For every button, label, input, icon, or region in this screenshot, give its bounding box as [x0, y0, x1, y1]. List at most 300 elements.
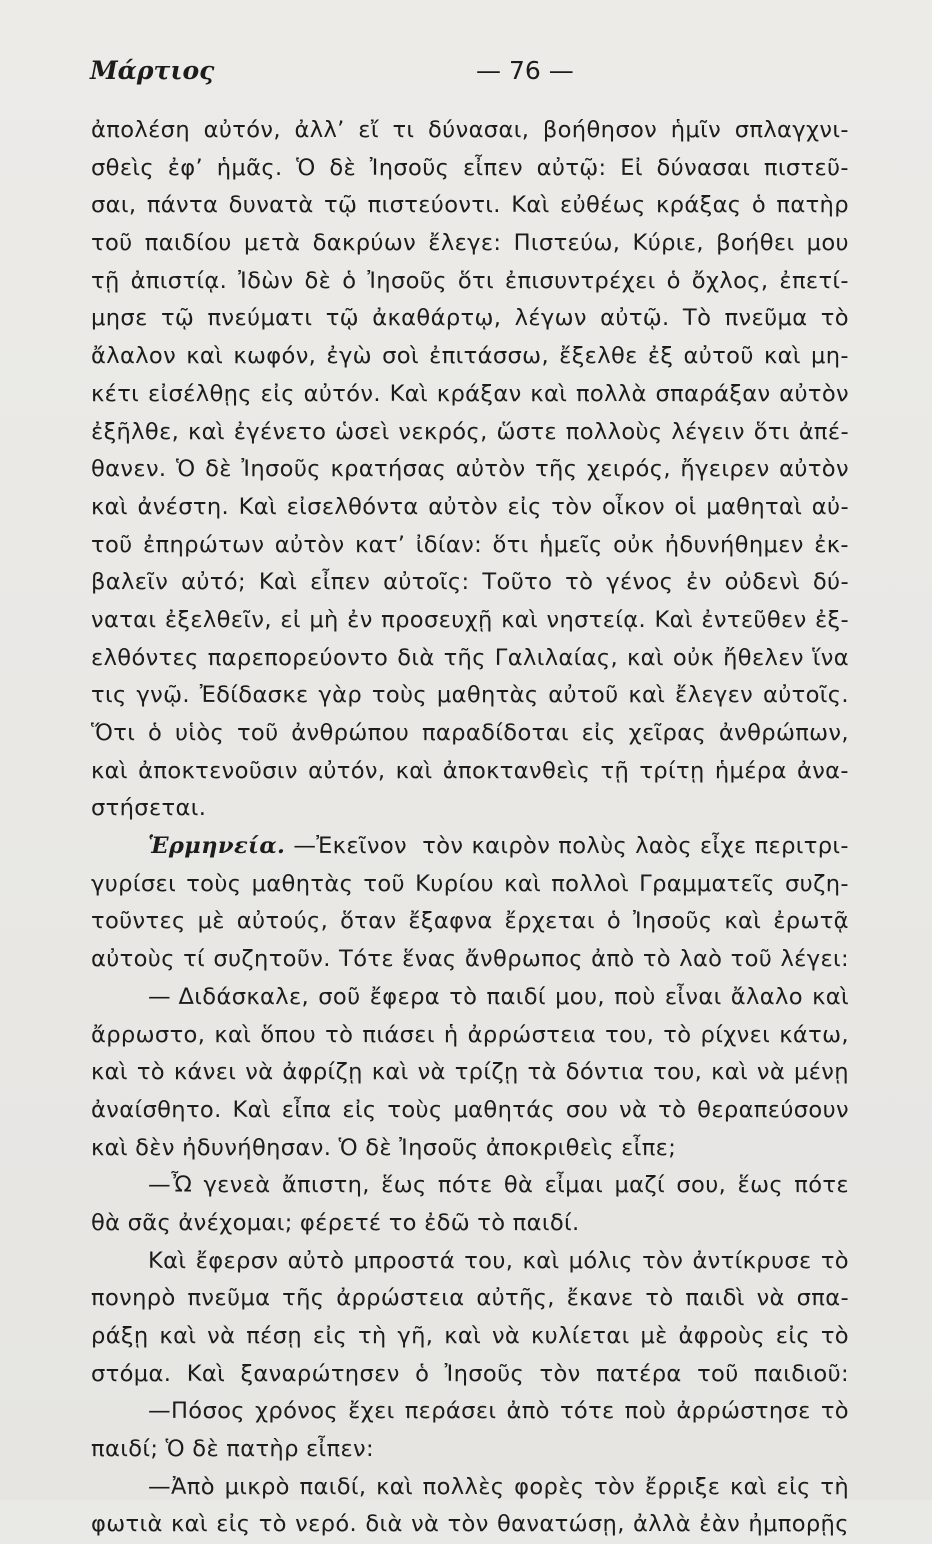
- word: τῆς: [282, 1285, 325, 1312]
- word: ἀνθρώπου: [291, 720, 410, 746]
- word: ἀπέ-: [798, 418, 849, 445]
- word: καὶ: [371, 1059, 409, 1086]
- word: νερό.: [295, 1511, 358, 1538]
- word: ἀπολέση: [91, 117, 190, 143]
- word: εἰς: [581, 720, 616, 746]
- word: του,: [653, 1059, 703, 1086]
- word: βαλεῖν: [91, 569, 169, 596]
- text-line: [91, 828, 849, 866]
- word: χρόνος: [255, 1398, 339, 1425]
- text-line: [91, 187, 849, 225]
- word: πνεῦμα: [187, 1285, 271, 1312]
- word: ναται: [91, 606, 157, 633]
- word: Ὁ: [296, 154, 316, 181]
- word: τὸν: [539, 1360, 581, 1387]
- word: γενεὰ: [203, 1172, 271, 1199]
- word: τῷ: [324, 192, 358, 219]
- word: ἕως: [737, 1172, 783, 1199]
- word: ὅτι: [753, 418, 790, 445]
- word: κυλίεται: [531, 1323, 630, 1349]
- word: εἶχε: [699, 833, 747, 860]
- word: υἱὸς: [174, 720, 225, 746]
- text-line: [91, 602, 849, 640]
- word: εἰ: [280, 606, 301, 633]
- word: μετὰ: [243, 230, 301, 257]
- word: οὐκ: [613, 531, 655, 558]
- word: ἐξ-: [814, 606, 849, 633]
- word: Πιστεύω,: [513, 230, 621, 257]
- text-line: [91, 1167, 849, 1205]
- word: ἄλαλο: [730, 983, 803, 1010]
- word: διὰ: [365, 1511, 403, 1538]
- word: του,: [605, 1021, 655, 1048]
- word: παραδίδοται: [421, 720, 569, 746]
- word: καὶ: [628, 682, 666, 709]
- word: γένος: [606, 569, 674, 596]
- word: Τὸ: [682, 305, 712, 332]
- word: σπλαγχνι-: [734, 117, 849, 143]
- word: τότε: [559, 1398, 615, 1425]
- word: καὶ: [376, 1473, 413, 1500]
- word: οὐκ: [672, 644, 715, 671]
- word: ὅτι: [492, 531, 529, 558]
- word: ἔξελθε: [559, 343, 638, 370]
- word: δὲ: [329, 154, 357, 181]
- text-line: [91, 1393, 849, 1431]
- word: αὐτούς,: [236, 908, 329, 935]
- word: θανατώσῃ,: [497, 1511, 625, 1538]
- word: ὥστε: [496, 418, 557, 445]
- word: ποὺ: [614, 983, 656, 1010]
- word: ἰδίαν:: [415, 531, 483, 558]
- word: μου: [806, 230, 849, 257]
- word: κάτω,: [779, 1021, 849, 1048]
- word: πονηρὸ: [91, 1285, 176, 1312]
- word: ἀπὸ: [591, 946, 635, 973]
- word: δὲ: [304, 267, 332, 294]
- word: αὐτόν,: [203, 117, 281, 143]
- word: ἐκ-: [814, 531, 849, 558]
- word: ἵνα: [812, 644, 849, 671]
- word: ἀπιστίᾳ.: [130, 267, 228, 294]
- word: εἶπεν:: [305, 1436, 374, 1463]
- word: θὰ: [91, 1209, 121, 1236]
- word: εὐθέως: [560, 192, 646, 219]
- word: πέσῃ: [246, 1323, 303, 1349]
- word: αὐτῷ:: [536, 154, 607, 181]
- word: ἀνα-: [796, 757, 849, 784]
- word: οὐδενὶ: [724, 569, 800, 596]
- word: νηστείᾳ.: [546, 606, 647, 633]
- text-line: [91, 941, 849, 979]
- word: ἔκανε: [566, 1285, 634, 1312]
- word: ελθόντες: [91, 644, 199, 671]
- word: ρίχνει: [700, 1021, 771, 1048]
- word: ἀνέχομαι;: [178, 1209, 293, 1236]
- word: πνεύματι: [207, 305, 313, 332]
- word: καὶ: [530, 380, 568, 407]
- word: νὰ: [417, 1059, 446, 1086]
- word: τοῦ: [91, 230, 133, 257]
- word: ἐπισυντρέχει: [504, 267, 656, 294]
- word: ἕως: [381, 1172, 427, 1199]
- word: γυρίσει: [91, 870, 177, 897]
- word: νὰ: [491, 1323, 521, 1349]
- word: το: [388, 1209, 417, 1236]
- word: δὲ: [205, 456, 232, 483]
- word: πιάσει: [362, 1021, 435, 1048]
- text-line: [91, 376, 849, 414]
- word: τοὺς: [186, 870, 242, 897]
- text-line: [91, 1356, 849, 1394]
- word: μὲ: [197, 908, 225, 935]
- word: ἀρρώστησε: [676, 1398, 811, 1425]
- word: τὸ: [642, 946, 671, 973]
- word: τὸ: [658, 1096, 687, 1123]
- text-line: [91, 866, 849, 904]
- word: του,: [464, 1247, 514, 1274]
- text-line: [91, 1092, 849, 1130]
- word: ὅπου: [260, 1021, 317, 1048]
- word: αὐτοῖς.: [762, 682, 849, 709]
- word: τὸ: [565, 569, 594, 596]
- word: Καὶ: [186, 1360, 226, 1387]
- word: εἰς: [260, 380, 295, 407]
- text-line: [91, 527, 849, 565]
- word: ἡμέρα: [714, 757, 787, 784]
- word: ὁ: [751, 192, 766, 219]
- text-line: [91, 715, 849, 753]
- word: εἰς: [342, 1096, 377, 1123]
- word: ὁ: [666, 267, 681, 294]
- word: τὸ: [645, 1285, 674, 1312]
- word: σαι,: [91, 192, 137, 219]
- text-line: [91, 1469, 849, 1507]
- word: ἐξελθεῖν,: [164, 606, 272, 633]
- word: Καὶ: [232, 1096, 271, 1123]
- word: τὸν: [642, 1247, 684, 1274]
- word: φέρετέ: [299, 1209, 382, 1236]
- word: γὰρ: [318, 682, 363, 709]
- word: ἐν: [686, 569, 712, 596]
- word: μαθητὰς: [251, 870, 354, 897]
- word: θὰ: [503, 1172, 534, 1199]
- word: Καὶ: [258, 569, 298, 596]
- word: συζητοῦν.: [213, 946, 331, 973]
- word: Ἰησοῦς: [367, 267, 447, 294]
- word: ἐδῶ: [424, 1209, 471, 1236]
- word: νὰ: [411, 1511, 440, 1538]
- word: καὶ: [91, 757, 128, 784]
- word: καὶ: [724, 908, 762, 935]
- word: ἀνθρώπων,: [718, 720, 849, 746]
- word: εἰς: [776, 1473, 811, 1500]
- word: ἐὰν: [699, 1511, 741, 1538]
- word: ἠμπορῇς: [748, 1511, 849, 1538]
- word: κατ’: [354, 531, 406, 558]
- word: τὸ: [325, 1021, 354, 1048]
- word: τῆς: [535, 456, 578, 483]
- word: ἀφροὺς: [678, 1323, 765, 1349]
- word: τοῦ: [730, 946, 773, 973]
- word: εἰσελθόντα: [286, 493, 419, 520]
- text-line: [91, 338, 849, 376]
- word: δακρύων: [312, 230, 417, 257]
- word: στήσεται.: [91, 795, 207, 822]
- word: ἔφερα: [369, 983, 441, 1010]
- word: αὐτό;: [181, 569, 246, 596]
- text-line: [91, 489, 849, 527]
- word: καὶ: [214, 1021, 252, 1048]
- word: παιδί;: [91, 1436, 159, 1463]
- word: εἴ: [358, 117, 379, 143]
- word: τὴ: [357, 1323, 387, 1349]
- text-line: [91, 451, 849, 489]
- word: καὶ: [711, 1059, 748, 1086]
- word: — Διδάσκαλε,: [148, 983, 310, 1010]
- text-line: [91, 753, 849, 791]
- word: αὐ-: [811, 493, 849, 520]
- word: ἀφρίζῃ: [282, 1059, 363, 1086]
- word: τὸ: [258, 1511, 287, 1538]
- word: Καὶ: [654, 606, 693, 633]
- word: σου,: [676, 1172, 727, 1199]
- word: τοῦ: [236, 720, 279, 746]
- word: λαὸς: [635, 833, 692, 860]
- word: φορὲς: [514, 1473, 585, 1500]
- word: Ὁ: [338, 1134, 358, 1161]
- word: προσευχῇ: [381, 606, 493, 633]
- word: καὶ: [627, 644, 664, 671]
- word: ἔλεγε:: [428, 230, 502, 257]
- word: κέτι: [91, 380, 140, 407]
- word: καὶ: [186, 343, 224, 370]
- word: πολὺς: [558, 833, 628, 860]
- word: αὐτῷ.: [600, 305, 670, 332]
- text-line: [91, 300, 849, 338]
- word: —Ἐκεῖνον: [293, 833, 408, 860]
- word: ἀλλὰ: [633, 1511, 691, 1538]
- word: καὶ: [501, 606, 539, 633]
- word: μένῃ: [794, 1059, 849, 1086]
- word: καὶ: [159, 1323, 197, 1349]
- word: ἔλεγεν: [675, 682, 754, 709]
- word: ἄνθρωπος: [464, 946, 583, 973]
- word: εἰς: [216, 1511, 251, 1538]
- word: ἔρχεται: [504, 908, 595, 935]
- word: τοῦ: [363, 870, 405, 897]
- word: τὸν: [551, 493, 593, 520]
- word: ἀκαθάρτῳ,: [372, 305, 502, 332]
- word: λαὸ: [679, 946, 723, 973]
- word: ἐν: [347, 606, 373, 633]
- word: Τότε: [339, 946, 394, 973]
- word: δύνασαι,: [428, 117, 530, 143]
- word: βοήθησον: [542, 117, 658, 143]
- word: καὶ: [763, 343, 801, 370]
- word: ὁ: [148, 720, 163, 746]
- word: μαθηταὶ: [706, 493, 803, 520]
- word: πνεῦμα: [724, 305, 808, 332]
- word: ἔφερσν: [195, 1247, 279, 1274]
- word: —Πόσος: [148, 1398, 245, 1425]
- word: παιδί: [486, 983, 546, 1010]
- word: τοῦντες: [91, 908, 186, 935]
- word: παιδὶ: [685, 1285, 745, 1312]
- word: νὰ: [619, 1096, 648, 1123]
- word: αὐτόν.: [303, 380, 381, 407]
- word: Καὶ: [238, 493, 278, 520]
- word: κάνει: [173, 1059, 237, 1086]
- word: τὸ: [820, 1323, 849, 1349]
- text-line: [91, 414, 849, 452]
- word: πιστεῦ-: [763, 154, 849, 181]
- word: ἠδυνήθημεν: [664, 531, 804, 558]
- word: περάσει: [404, 1398, 497, 1425]
- word: χειρός,: [586, 456, 671, 483]
- word: εἶναι: [664, 983, 722, 1010]
- word: ἀναίσθητο.: [91, 1096, 222, 1123]
- word: περιτρι-: [754, 833, 849, 860]
- word: τοῦ: [697, 1360, 739, 1387]
- text-line: [91, 1318, 849, 1356]
- word: παιδί,: [299, 1473, 367, 1500]
- word: τί: [183, 946, 206, 973]
- word: ξαναρώτησεν: [240, 1360, 400, 1387]
- word: λέγει:: [780, 946, 849, 973]
- word: Καὶ: [511, 192, 550, 219]
- text-line: [91, 1506, 849, 1544]
- word: ἠδυνήθησαν.: [182, 1134, 332, 1161]
- word: τὸ: [820, 1398, 849, 1425]
- text-line: [91, 263, 849, 301]
- word: ἐρωτᾷ: [773, 908, 849, 935]
- word: μησε: [91, 305, 148, 332]
- word: ἡμᾶς.: [216, 154, 283, 181]
- word: Κυρίου: [415, 870, 494, 897]
- word: Ὁ: [176, 456, 196, 483]
- word: ἔρριξε: [644, 1473, 721, 1500]
- word: ὁ: [606, 908, 622, 935]
- word: αὐτοῖς:: [383, 569, 470, 596]
- word: ἐπηρώτων: [142, 531, 265, 558]
- word: θανεν.: [91, 456, 167, 483]
- word: ἐπετί-: [779, 267, 849, 294]
- word: ὅταν: [340, 908, 397, 935]
- text-line: [91, 1054, 849, 1092]
- word: ἀπὸ: [506, 1398, 550, 1425]
- word: καὶ: [91, 1134, 128, 1161]
- word: ἀρρώστεια: [336, 1285, 465, 1312]
- text-line: [91, 1431, 849, 1469]
- word: καὶ: [444, 1323, 482, 1349]
- word: δυνατὰ: [228, 192, 314, 219]
- word: τι: [392, 117, 415, 143]
- word: τῷ: [160, 305, 195, 332]
- word: παιδίου: [144, 230, 232, 257]
- text-line: [91, 640, 849, 678]
- word: ἤγειρεν: [680, 456, 770, 483]
- word: τὰ: [527, 1059, 557, 1086]
- word: μαζί: [614, 1172, 666, 1199]
- word: ὡσεὶ: [335, 418, 390, 445]
- word: γῆ,: [397, 1323, 434, 1349]
- word: λέγειν: [671, 418, 745, 445]
- word: μικρὸ: [224, 1473, 290, 1500]
- word: εἶπεν: [310, 569, 371, 596]
- word: τῷ: [325, 305, 359, 332]
- word: αὐτόν,: [308, 757, 386, 784]
- word: μόλις: [568, 1247, 633, 1274]
- word: μη-: [811, 343, 849, 370]
- word: δόντια: [565, 1059, 645, 1086]
- word: ἀποκτανθεὶς: [442, 757, 591, 784]
- word: ἄλαλον: [91, 343, 177, 370]
- word: ἀνέστη.: [137, 493, 230, 520]
- word: αὐτὸν: [779, 380, 849, 407]
- word: αὐτὸν: [274, 531, 345, 558]
- word: ἀποκριθεὶς: [485, 1134, 614, 1161]
- text-line: [91, 1243, 849, 1281]
- word: οἶκον: [601, 493, 665, 520]
- word: ἐφ’: [167, 154, 204, 181]
- word: Ἰησοῦς: [399, 1134, 479, 1161]
- word: καὶ: [522, 1247, 560, 1274]
- word: νὰ: [756, 1059, 786, 1086]
- text-line: [91, 564, 849, 602]
- text-line: [91, 1017, 849, 1055]
- word: ἤθελεν: [723, 644, 804, 671]
- word: λέγων: [514, 305, 587, 332]
- text-line: [91, 225, 849, 263]
- word: τὸ: [477, 1209, 506, 1236]
- word: Ἰδὼν: [238, 267, 294, 294]
- word: πάντα: [146, 192, 219, 219]
- word: ὄχλος,: [691, 267, 769, 294]
- word: πολλὲς: [422, 1473, 505, 1500]
- word: γνῷ.: [136, 682, 190, 709]
- word: καὶ: [504, 870, 542, 897]
- word: πατέρα: [596, 1360, 682, 1387]
- word: ἐντεῦθεν: [701, 606, 807, 633]
- text-line: [91, 112, 849, 150]
- word: ἄρρωστο,: [91, 1021, 206, 1048]
- word: τὸ: [136, 1059, 165, 1086]
- word: σπαράξαν: [655, 380, 771, 407]
- word: μὲ: [640, 1323, 668, 1349]
- text-line: [91, 150, 849, 188]
- word: ἡ: [443, 1021, 459, 1048]
- word: Ὅτι: [91, 720, 136, 746]
- word: αὐτὸν: [779, 456, 849, 483]
- word: Τοῦτο: [482, 569, 553, 596]
- word: σᾶς: [127, 1209, 172, 1236]
- word: ἔξαφνα: [408, 908, 493, 935]
- word: τοὺς: [387, 1096, 443, 1123]
- word: χεῖρας: [628, 720, 707, 746]
- word: εἰσέλθῃς: [147, 380, 252, 407]
- word: ἀντίκρυσε: [692, 1247, 812, 1274]
- word: τοὺς: [371, 682, 428, 709]
- word: σπα-: [796, 1285, 849, 1312]
- word: αὐτοῦ: [683, 343, 754, 370]
- word: τρίζῃ: [454, 1059, 519, 1086]
- word: κράξας: [656, 192, 742, 219]
- word: —Ἀπὸ: [148, 1473, 215, 1500]
- word: ἐγὼ: [326, 343, 372, 370]
- word: δὲν: [135, 1134, 175, 1161]
- word: Ἰησοῦς: [444, 1360, 525, 1387]
